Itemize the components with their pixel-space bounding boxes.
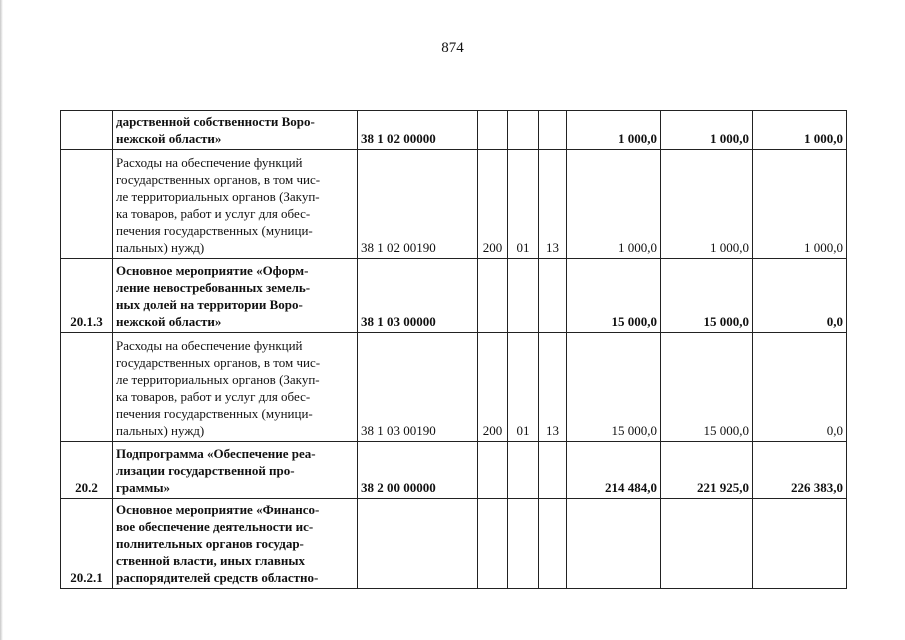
row-number: 20.2 — [61, 442, 113, 499]
row-expense-type — [478, 259, 508, 333]
row-target-code: 38 1 03 00190 — [358, 333, 478, 442]
row-name: Подпрограмма «Обеспечение реа- лизации государственной про- граммы» — [113, 442, 358, 499]
page-number: 874 — [441, 40, 464, 56]
row-amount-year3: 226 383,0 — [753, 442, 847, 499]
row-amount-year3: 0,0 — [753, 333, 847, 442]
row-name: Расходы на обеспечение функций государственных органов, в том чис- ле территориальных органов (Закуп- ка товаров, работ и услуг для обес- печения государственных (муници- пальных) нужд) — [113, 333, 358, 442]
row-subsection — [539, 111, 567, 150]
row-name: дарственной собственности Воро- нежской области» — [113, 111, 358, 150]
row-amount-year2: 1 000,0 — [661, 111, 753, 150]
row-section: 01 — [508, 333, 539, 442]
row-number — [61, 111, 113, 150]
row-expense-type — [478, 442, 508, 499]
row-name: Основное мероприятие «Финансо- вое обеспечение деятельности ис- полнительных органов государ- ственной власти, иных главных распорядителей средств областно- — [113, 499, 358, 589]
row-expense-type — [478, 499, 508, 589]
row-subsection — [539, 442, 567, 499]
row-amount-year2: 221 925,0 — [661, 442, 753, 499]
row-amount-year2: 15 000,0 — [661, 259, 753, 333]
row-subsection: 13 — [539, 333, 567, 442]
row-subsection — [539, 499, 567, 589]
budget-table — [60, 110, 847, 589]
row-expense-type: 200 — [478, 333, 508, 442]
row-expense-type — [478, 111, 508, 150]
row-amount-year1: 1 000,0 — [567, 150, 661, 259]
row-section — [508, 499, 539, 589]
row-amount-year1: 15 000,0 — [567, 333, 661, 442]
table-row — [61, 442, 847, 499]
row-number — [61, 150, 113, 259]
row-target-code: 38 1 03 00000 — [358, 259, 478, 333]
row-amount-year3: 1 000,0 — [753, 111, 847, 150]
table-row — [61, 150, 847, 259]
row-amount-year2: 15 000,0 — [661, 333, 753, 442]
scan-edge-shadow — [0, 0, 3, 640]
table-row — [61, 111, 847, 150]
row-section — [508, 111, 539, 150]
row-amount-year1: 214 484,0 — [567, 442, 661, 499]
row-amount-year1: 15 000,0 — [567, 259, 661, 333]
row-section — [508, 259, 539, 333]
row-amount-year3: 1 000,0 — [753, 150, 847, 259]
row-amount-year1: 1 000,0 — [567, 111, 661, 150]
row-expense-type: 200 — [478, 150, 508, 259]
row-amount-year3: 0,0 — [753, 259, 847, 333]
table-row — [61, 333, 847, 442]
table-row — [61, 499, 847, 589]
row-target-code: 38 1 02 00000 — [358, 111, 478, 150]
row-amount-year2 — [661, 499, 753, 589]
row-section: 01 — [508, 150, 539, 259]
row-amount-year2: 1 000,0 — [661, 150, 753, 259]
row-amount-year1 — [567, 499, 661, 589]
row-section — [508, 442, 539, 499]
row-name: Расходы на обеспечение функций государственных органов, в том чис- ле территориальных органов (Закуп- ка товаров, работ и услуг для обес- печения государственных (муници- пальных) нужд) — [113, 150, 358, 259]
table-row — [61, 259, 847, 333]
row-target-code — [358, 499, 478, 589]
row-subsection: 13 — [539, 150, 567, 259]
row-number: 20.2.1 — [61, 499, 113, 589]
row-amount-year3 — [753, 499, 847, 589]
row-target-code: 38 2 00 00000 — [358, 442, 478, 499]
row-number: 20.1.3 — [61, 259, 113, 333]
row-number — [61, 333, 113, 442]
row-target-code: 38 1 02 00190 — [358, 150, 478, 259]
row-name: Основное мероприятие «Оформ- ление невостребованных земель- ных долей на территории Воро- нежской области» — [113, 259, 358, 333]
row-subsection — [539, 259, 567, 333]
